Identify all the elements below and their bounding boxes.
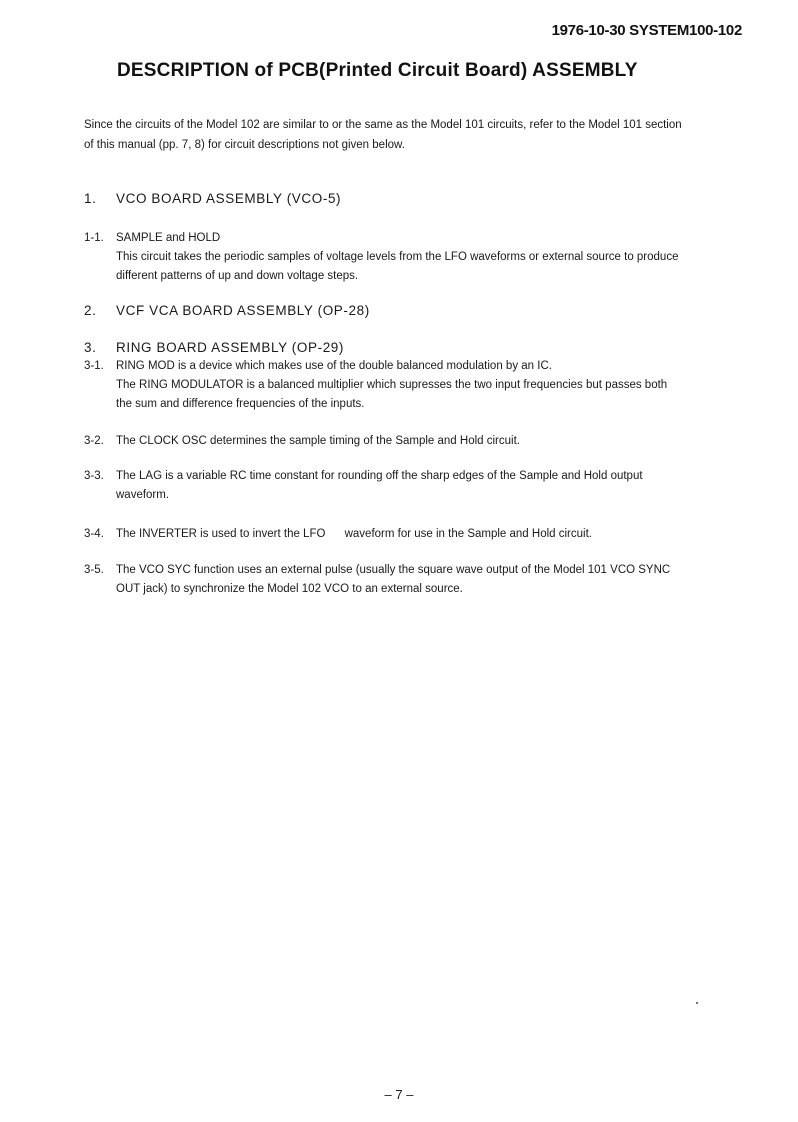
item-line: waveform.: [116, 489, 170, 501]
item-3-4: [84, 525, 734, 544]
item-line: the sum and difference frequencies of the inputs.: [116, 398, 365, 410]
item-number: 1-1.: [84, 232, 104, 244]
intro-line: Since the circuits of the Model 102 are similar to or the same as the Model 101 circuits, refer to the Model 101 section: [84, 119, 682, 131]
page-number: – 7 –: [384, 1087, 414, 1102]
item-body: [116, 229, 734, 286]
item-3-3: [84, 467, 734, 505]
item-number: 3-5.: [84, 564, 104, 576]
item-line: SAMPLE and HOLD: [116, 232, 221, 244]
scan-speck: [696, 1002, 698, 1004]
intro-paragraph: [84, 115, 734, 155]
item-1-1: [84, 229, 734, 286]
item-body: [116, 561, 734, 599]
section-number: 1.: [84, 191, 97, 206]
item-number: 3-2.: [84, 435, 104, 447]
item-line: different patterns of up and down voltage steps.: [116, 270, 359, 282]
item-line: RING MOD is a device which makes use of the double balanced modulation by an IC.: [116, 360, 552, 372]
item-body: [116, 525, 734, 544]
item-line: The INVERTER is used to invert the LFO waveform for use in the Sample and Hold circuit.: [116, 528, 592, 540]
section-number: 2.: [84, 303, 97, 318]
item-body: [116, 432, 734, 451]
item-line: This circuit takes the periodic samples of voltage levels from the LFO waveforms or external source to produce: [116, 251, 679, 263]
section-number: 3.: [84, 340, 97, 355]
item-3-1: [84, 357, 734, 414]
section-title: VCF VCA BOARD ASSEMBLY (OP-28): [116, 303, 370, 318]
document-id: 1976-10-30 SYSTEM100-102: [551, 22, 742, 39]
item-3-2: [84, 432, 734, 451]
item-number: 3-4.: [84, 528, 104, 540]
section-title: RING BOARD ASSEMBLY (OP-29): [116, 340, 345, 355]
item-number: 3-3.: [84, 470, 104, 482]
item-line: The RING MODULATOR is a balanced multiplier which supresses the two input frequencies but passes both: [116, 379, 668, 391]
item-line: The CLOCK OSC determines the sample timing of the Sample and Hold circuit.: [116, 435, 520, 447]
intro-line: of this manual (pp. 7, 8) for circuit descriptions not given below.: [84, 139, 405, 151]
item-line: The LAG is a variable RC time constant for rounding off the sharp edges of the Sample and Hold output: [116, 470, 643, 482]
section-title: VCO BOARD ASSEMBLY (VCO-5): [116, 191, 342, 206]
section-heading-vco: [84, 191, 341, 206]
page-title: DESCRIPTION of PCB(Printed Circuit Board) ASSEMBLY: [117, 60, 638, 81]
item-number: 3-1.: [84, 360, 104, 372]
section-heading-vcf-vca: [84, 303, 370, 318]
item-line: The VCO SYC function uses an external pulse (usually the square wave output of the Model 101 VCO SYNC: [116, 564, 671, 576]
section-heading-ring: [84, 340, 344, 355]
item-body: [116, 357, 734, 414]
item-3-5: [84, 561, 734, 599]
item-body: [116, 467, 734, 505]
item-line: OUT jack) to synchronize the Model 102 VCO to an external source.: [116, 583, 463, 595]
